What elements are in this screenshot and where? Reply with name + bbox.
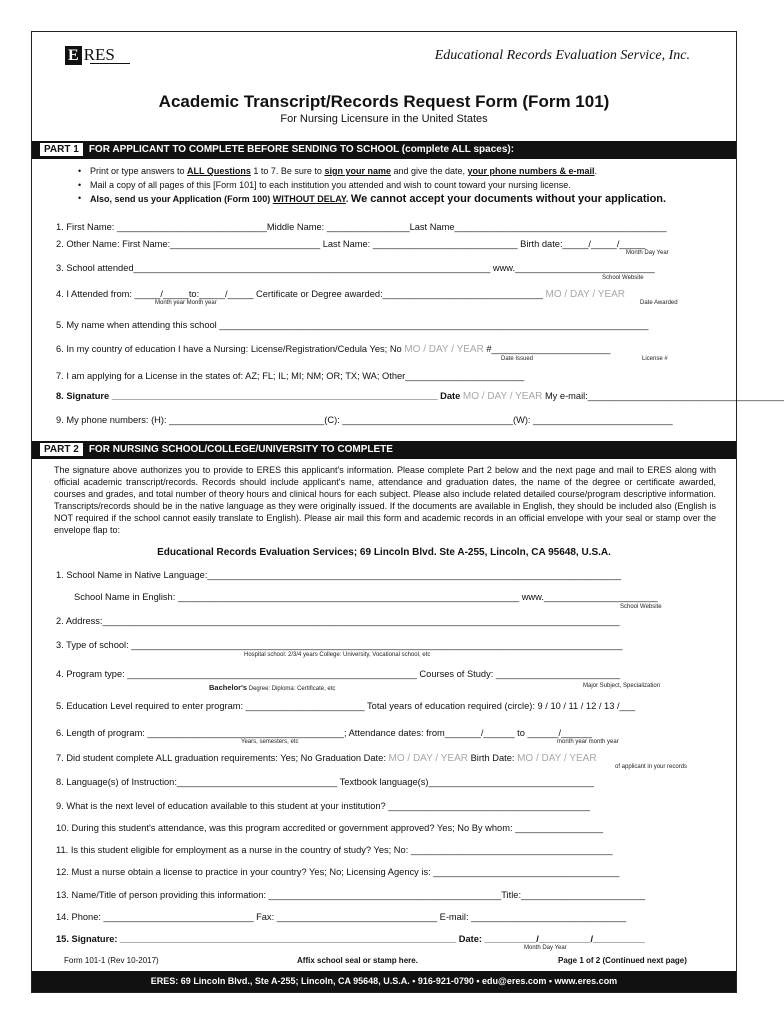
school-native-name-field[interactable]: 1. School Name in Native Language:________________________________________________________________________________ — [56, 570, 622, 580]
program-length-field[interactable]: 6. Length of program: ______________________________________; Attendance dates: from_______/______ to ______/______ — [56, 728, 593, 738]
eres-logo: E RES — [65, 45, 115, 65]
language-field[interactable]: 8. Language(s) of Instruction:_______________________________ Textbook language(s)________________________________ — [56, 777, 594, 787]
school-website-hint: School Website — [602, 275, 644, 281]
school-english-name-field[interactable]: School Name in English: __________________________________________________________________ www.______________________ — [74, 592, 658, 602]
license-required-field[interactable]: 12. Must a nurse obtain a license to practice in your country? Yes; No; Licensing Agency is: ____________________________________ — [56, 867, 620, 877]
program-type-field[interactable]: 4. Program type: ________________________________________________________ Courses of Study: ________________________ — [56, 669, 621, 679]
school-type-field[interactable]: 3. Type of school: _______________________________________________________________________________________________ — [56, 640, 623, 650]
part2-tag: PART 2 — [40, 443, 83, 456]
part1-tag: PART 1 — [40, 143, 83, 156]
form-id: Form 101-1 (Rev 10-2017) — [64, 956, 159, 965]
applicant-name-field[interactable]: 1. First Name: _____________________________Middle Name: ________________Last Name_________________________________________ — [56, 222, 667, 232]
other-name-field[interactable]: 2. Other Name: First Name:_____________________________ Last Name: ____________________________ Birth date:_____/_____/_____ — [56, 239, 646, 249]
nursing-license-field[interactable]: 6. In my country of education I have a Nursing: License/Registration/Cedula Yes; No MO / DAY / YEAR #_______________________ — [56, 344, 611, 355]
school-attended-field[interactable]: 3. School attended_____________________________________________________________________ www.___________________________ — [56, 263, 655, 273]
part2-heading: FOR NURSING SCHOOL/COLLEGE/UNIVERSITY TO COMPLETE — [88, 444, 393, 455]
instruction-bullet-3: • Also, send us your Application (Form 100) WITHOUT DELAY. We cannot accept your documents without your application. — [90, 193, 666, 205]
footer-contact-bar: ERES: 69 Lincoln Blvd., Ste A-255; Lincoln, CA 95648, U.S.A. • 916-921-0790 • edu@eres.com • www.eres.com — [32, 971, 736, 992]
date-issued-hint: Date Issued — [501, 356, 534, 362]
part2-header — [32, 441, 736, 459]
next-level-field[interactable]: 9. What is the next level of education available to this student at your institution? _______________________________________ — [56, 801, 590, 811]
part1-header — [32, 141, 736, 159]
logo-underline — [90, 63, 130, 64]
mailing-address: Educational Records Evaluation Services; 69 Lincoln Blvd. Ste A-255, Lincoln, CA 95648, U.S.A. — [157, 547, 611, 558]
program-length-hint: Years, semesters, etc — [241, 739, 299, 745]
courses-hint: Major Subject, Specialization — [583, 683, 661, 689]
seal-note: Affix school seal or stamp here. — [297, 956, 418, 965]
provider-contact-field[interactable]: 14. Phone: _____________________________ Fax: _______________________________ E-mail: ______________________________ — [56, 912, 627, 922]
instruction-bullet-1: • Print or type answers to ALL Questions 1 to 7. Be sure to sign your name and give the date, your phone numbers & e-mail. — [90, 166, 597, 176]
phone-numbers-field[interactable]: 9. My phone numbers: (H): ______________________________(C): _________________________________(W): ___________________________ — [56, 415, 673, 425]
address-field[interactable]: 2. Address:____________________________________________________________________________________________________ — [56, 616, 620, 626]
part2-instructions: The signature above authorizes you to provide to ERES this applicant's information. Please complete Part 2 below and the next page and mail to ERES along with official academic transcript/records. Records should include applicant's name, attendance and graduation dates, the name of the degree or certificate awarded, courses and grades, and total number of theory hours and clinical hours for each subject. Please also include related detailed course/program descriptive information. Transcripts/records should be in the native language as they were originally issued. If the documents are available in English, they should be included also (English is NOT required if the school cannot easily translate to English). Please air mail this form and academic records in an official envelope with your seal or stamp over the envelope flap to: — [54, 465, 716, 535]
signature-date-field[interactable]: 8. Signature _______________________________________________________________ Date MO / DAY / YEAR My e-mail:______________________________________ — [56, 391, 784, 402]
birth-date-records-hint: of applicant in your records — [615, 764, 688, 770]
license-states-field[interactable]: 7. I am applying for a License in the states of: AZ; FL; IL; MI; NM; OR; TX; WA; Other_______________________ — [56, 371, 525, 381]
school-signature-field[interactable]: 15. Signature: _________________________________________________________________ Date: __________/__________/__________ — [56, 934, 645, 944]
part1-heading: FOR APPLICANT TO COMPLETE BEFORE SENDING TO SCHOOL (complete ALL spaces): — [88, 144, 515, 155]
provider-name-title-field[interactable]: 13. Name/Title of person providing this information: _____________________________________________Title:________________________ — [56, 890, 646, 900]
form-page — [31, 31, 784, 993]
attendance-field[interactable]: 4. I Attended from: _____/_____to:_____/_____ Certificate or Degree awarded:_______________________________ MO / DAY / YEAR — [56, 289, 625, 300]
date-placeholder: MO / DAY / YEAR — [545, 289, 625, 300]
graduation-field[interactable]: 7. Did student complete ALL graduation requirements: Yes; No Graduation Date: MO / DAY / YEAR Birth Date: MO / DAY / YEAR — [56, 753, 597, 764]
employment-eligibility-field[interactable]: 11. Is this student eligible for employment as a nurse in the country of study? Yes; No: _______________________________________ — [56, 845, 613, 855]
attendance-date-hint: Month year Month year — [155, 300, 217, 306]
school-website-hint-2: School Website — [620, 604, 662, 610]
page-note: Page 1 of 2 (Continued next page) — [558, 956, 687, 965]
program-type-hint: Bachelor's Degree: Diploma: Certificate, etc — [209, 683, 336, 692]
instruction-bullet-2: • Mail a copy of all pages of this [Form 101] to each institution you attended and wish to count toward your nursing license. — [90, 180, 571, 190]
birth-date-hint: Month Day Year — [626, 250, 669, 256]
form-subtitle: For Nursing Licensure in the United States — [280, 113, 488, 125]
attendance-dates-hint: month year month year — [557, 739, 619, 745]
signature-date-hint: Month Day Year — [524, 945, 567, 951]
education-level-field[interactable]: 5. Education Level required to enter program: _______________________ Total years of education required (circle): 9 / 10 / 11 / 12 / 13 /___ — [56, 701, 636, 711]
date-awarded-hint: Date Awarded — [640, 300, 678, 306]
form-title: Academic Transcript/Records Request Form (Form 101) — [158, 92, 610, 111]
organization-name: Educational Records Evaluation Service, Inc. — [434, 48, 690, 63]
accreditation-field[interactable]: 10. During this student's attendance, was this program accredited or government approved? Yes; No By whom: _________________ — [56, 823, 604, 833]
school-type-hint: Hospital school: 2/3/4 years College: University, Vocational school, etc — [244, 652, 431, 658]
license-number-hint: License # — [642, 356, 668, 362]
name-when-attending-field[interactable]: 5. My name when attending this school ___________________________________________________________________________________ — [56, 320, 649, 330]
